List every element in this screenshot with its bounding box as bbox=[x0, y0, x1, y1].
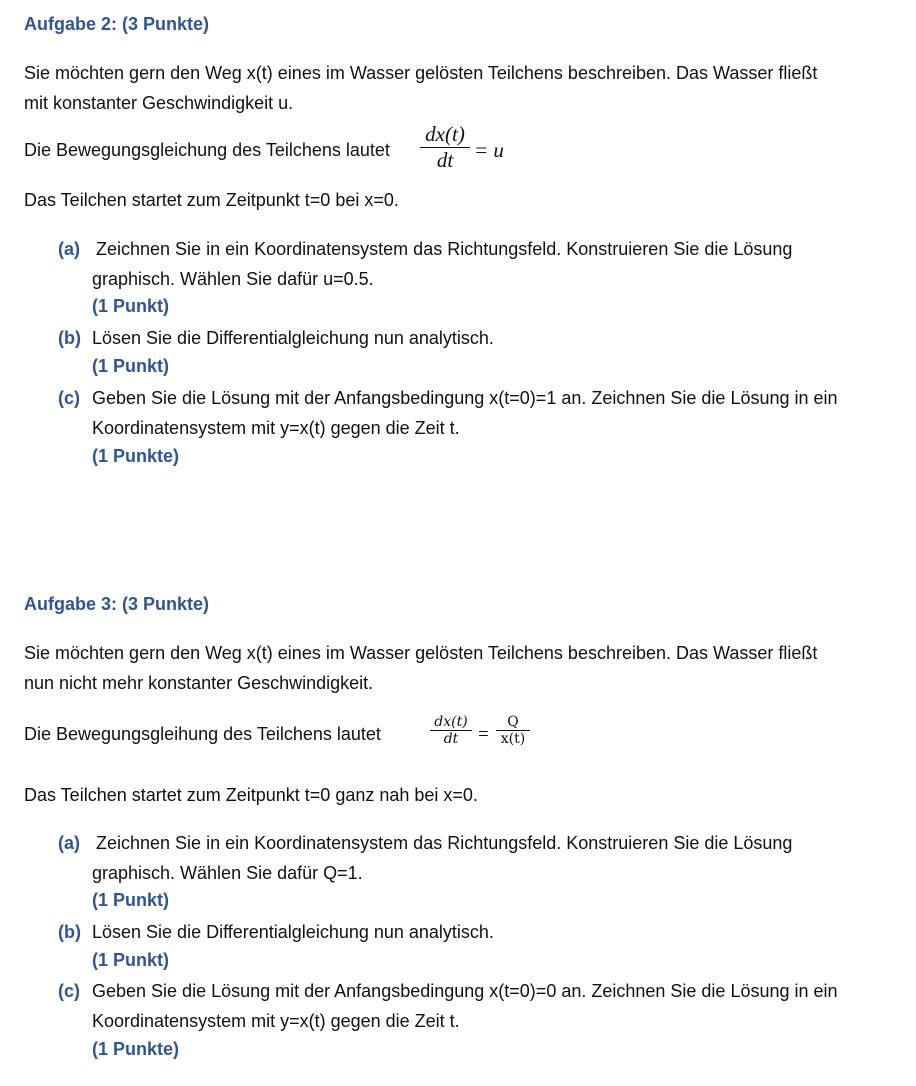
aufgabe3-eq-denominator: dt bbox=[443, 731, 459, 748]
item-text-line1: Lösen Sie die Differentialgleichung nun analytisch. bbox=[92, 922, 494, 942]
aufgabe3-eq-numerator: dx(t) bbox=[434, 714, 468, 730]
aufgabe3-equation-fraction-left bbox=[430, 714, 472, 747]
aufgabe3-eq-rhs-numerator: Q bbox=[507, 714, 519, 730]
aufgabe2-intro-line2: mit konstanter Geschwindigkeit u. bbox=[24, 93, 294, 113]
aufgabe3-title: Aufgabe 3: (3 Punkte) bbox=[24, 594, 210, 614]
aufgabe3-intro bbox=[24, 638, 884, 698]
item-text-line2: graphisch. Wählen Sie dafür u=0.5. bbox=[92, 269, 374, 289]
aufgabe3-item-a-points: (1 Punkt) bbox=[92, 890, 170, 910]
aufgabe3-item-b-points: (1 Punkt) bbox=[92, 950, 170, 970]
aufgabe3-start: Das Teilchen startet zum Zeitpunkt t=0 ganz nah bei x=0. bbox=[24, 785, 478, 805]
item-text-line1: Zeichnen Sie in ein Koordinatensystem das Richtungsfeld. Konstruieren Sie die Lösung bbox=[96, 833, 793, 853]
aufgabe3-equation-text: Die Bewegungsgleihung des Teilchens lautet bbox=[24, 724, 381, 744]
aufgabe3-equation-fraction-right bbox=[496, 714, 530, 747]
aufgabe2-eq-denominator: dt bbox=[436, 148, 454, 173]
item-label: (b) bbox=[58, 328, 81, 348]
item-text-line2: Koordinatensystem mit y=x(t) gegen die Zeit t. bbox=[92, 418, 460, 438]
aufgabe3-intro-line1: Sie möchten gern den Weg x(t) eines im Wasser gelösten Teilchens beschreiben. Das Wasser fließt bbox=[24, 643, 818, 663]
aufgabe3-item-c-points: (1 Punkte) bbox=[92, 1039, 180, 1059]
item-label: (b) bbox=[58, 922, 81, 942]
item-text-line2: Koordinatensystem mit y=x(t) gegen die Zeit t. bbox=[92, 1011, 460, 1031]
aufgabe3-intro-line2: nun nicht mehr konstanter Geschwindigkeit. bbox=[24, 673, 374, 693]
aufgabe2-intro bbox=[24, 58, 884, 118]
aufgabe2-item-b-points: (1 Punkt) bbox=[92, 356, 170, 376]
item-label: (c) bbox=[58, 388, 80, 408]
aufgabe2-item-c-points: (1 Punkte) bbox=[92, 446, 180, 466]
item-text-line1: Lösen Sie die Differentialgleichung nun analytisch. bbox=[92, 328, 494, 348]
item-label: (a) bbox=[58, 833, 80, 853]
item-label: (c) bbox=[58, 981, 80, 1001]
item-text-line1: Geben Sie die Lösung mit der Anfangsbedingung x(t=0)=0 an. Zeichnen Sie die Lösung in ein bbox=[92, 981, 838, 1001]
item-text-line1: Geben Sie die Lösung mit der Anfangsbedingung x(t=0)=1 an. Zeichnen Sie die Lösung in ein bbox=[92, 388, 838, 408]
item-text-line1: Zeichnen Sie in ein Koordinatensystem das Richtungsfeld. Konstruieren Sie die Lösung bbox=[96, 239, 793, 259]
aufgabe2-item-a-points: (1 Punkt) bbox=[92, 296, 170, 316]
aufgabe2-start: Das Teilchen startet zum Zeitpunkt t=0 bei x=0. bbox=[24, 190, 399, 210]
aufgabe2-eq-rhs: = u bbox=[474, 138, 504, 162]
item-text-line2: graphisch. Wählen Sie dafür Q=1. bbox=[92, 863, 363, 883]
aufgabe2-intro-line1: Sie möchten gern den Weg x(t) eines im Wasser gelösten Teilchens beschreiben. Das Wasser fließt bbox=[24, 63, 818, 83]
aufgabe2-eq-numerator: dx(t) bbox=[425, 122, 465, 146]
aufgabe3-eq-rhs-denominator: x(t) bbox=[500, 731, 526, 748]
aufgabe3-eq-equals: = bbox=[478, 724, 489, 745]
aufgabe2-title: Aufgabe 2: (3 Punkte) bbox=[24, 14, 210, 34]
aufgabe2-equation-fraction bbox=[420, 122, 470, 173]
aufgabe2-equation-text: Die Bewegungsgleichung des Teilchens lautet bbox=[24, 140, 390, 160]
item-label: (a) bbox=[58, 239, 80, 259]
